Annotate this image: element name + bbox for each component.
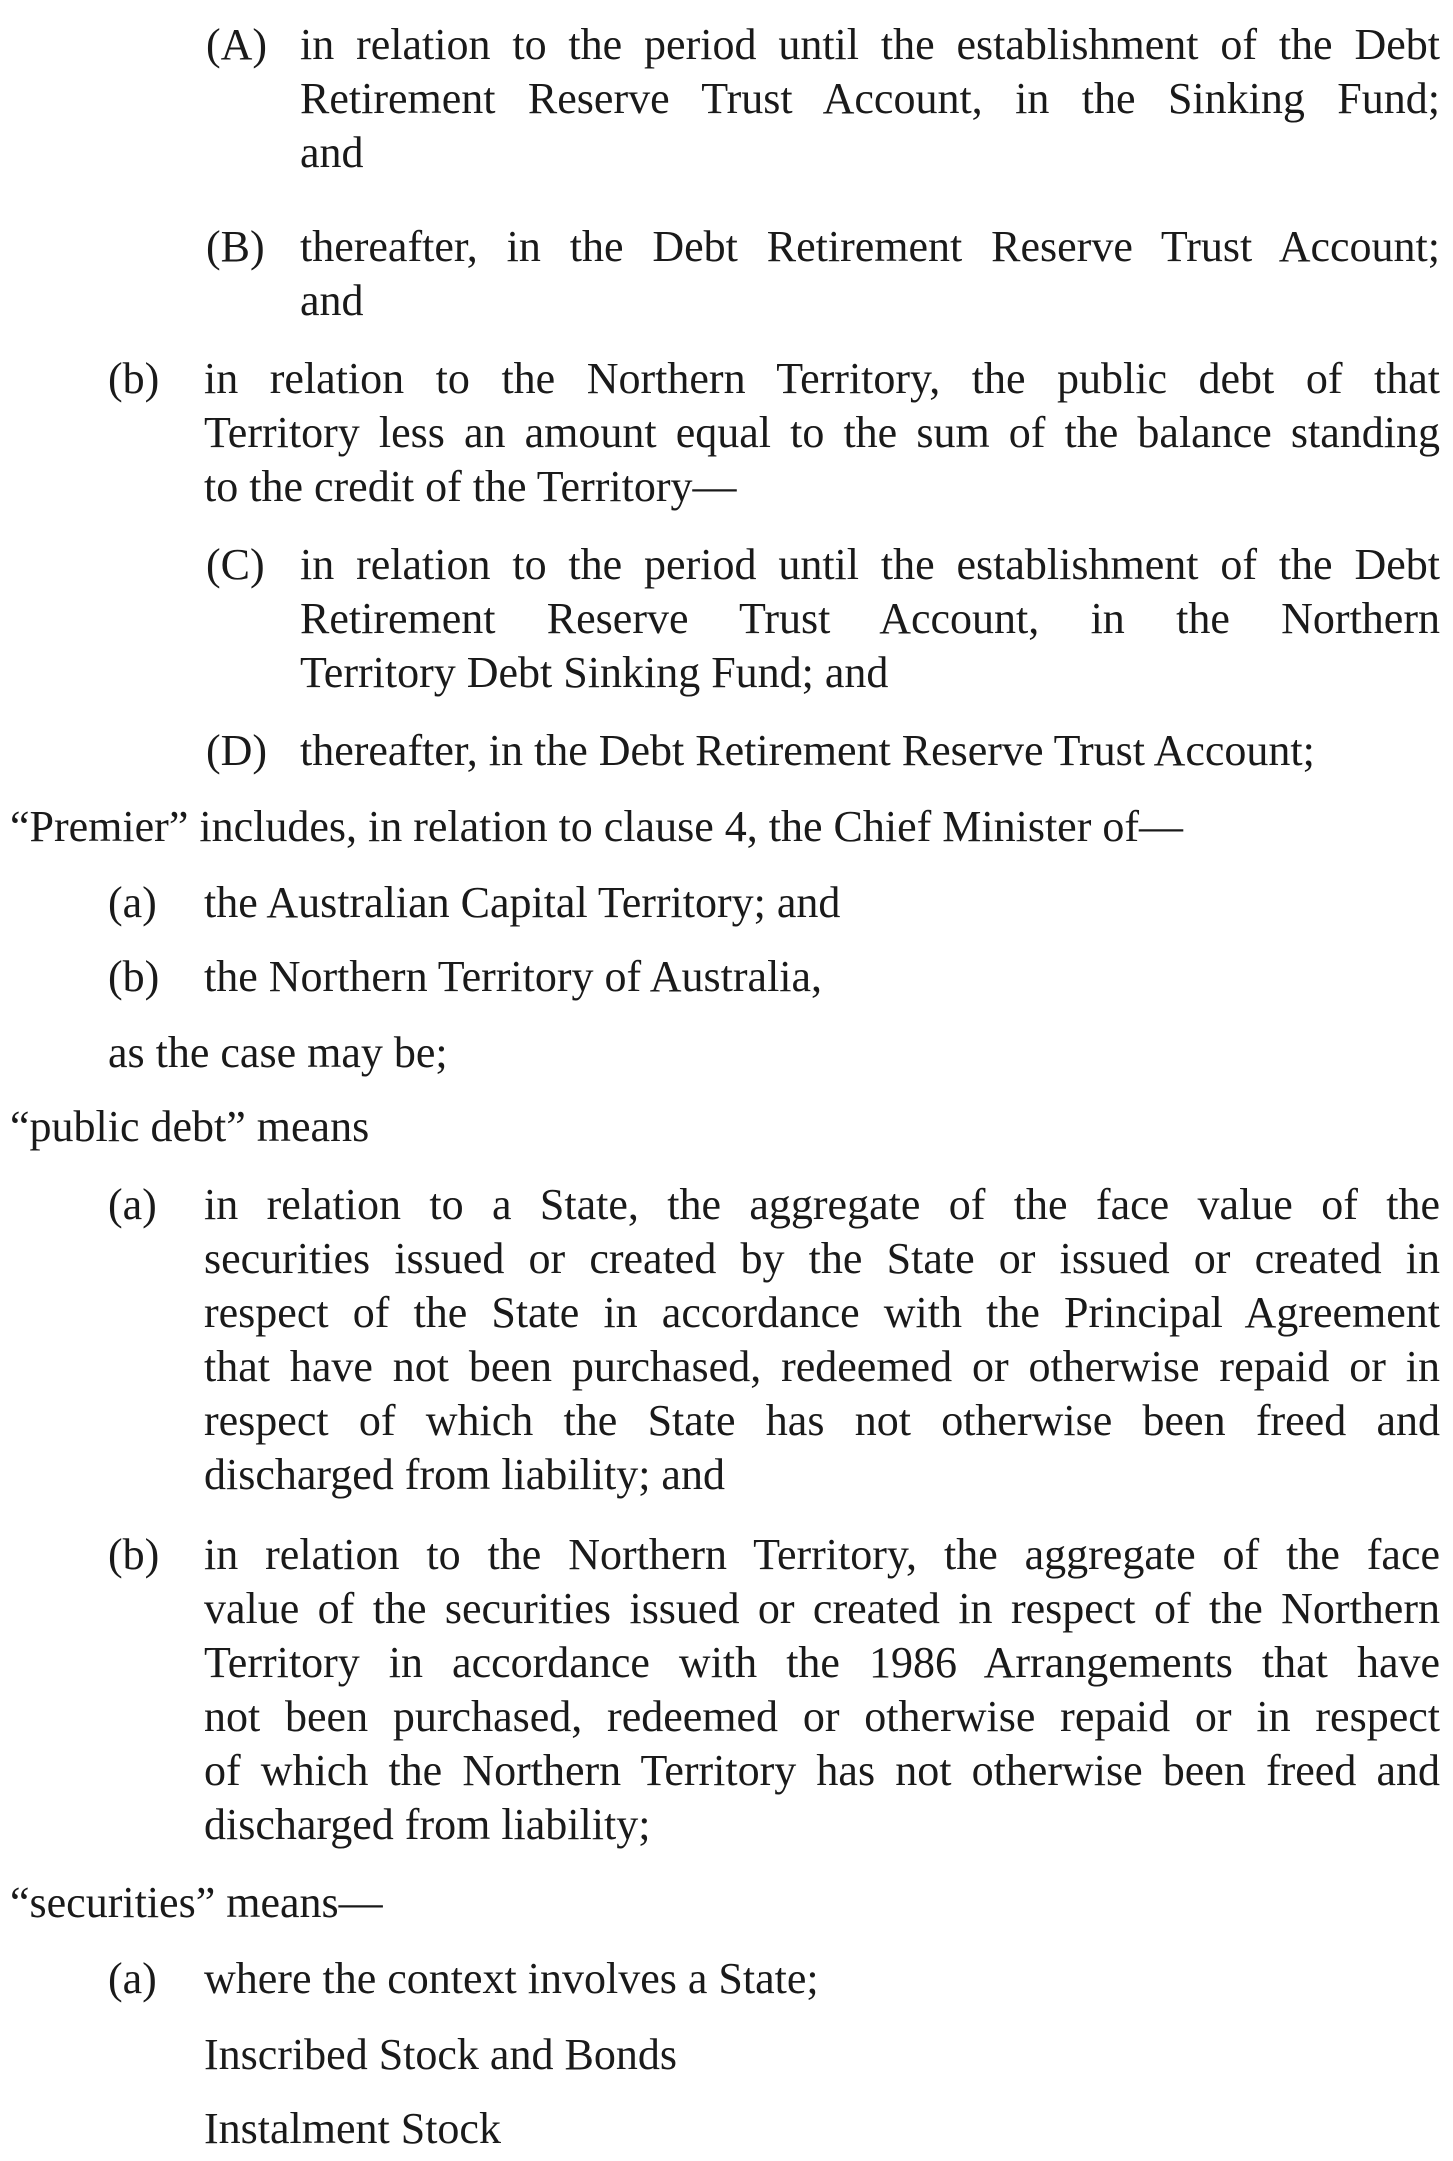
securities-instalment-stock: Instalment Stock: [204, 2104, 501, 2153]
definition-premier: “Premier” includes, in relation to clause 4, the Chief Minister of—: [10, 802, 1184, 851]
item-a-securities-line-1: where the context involves a State;: [204, 1954, 819, 2003]
item-b-public-debt-line-3: Territory in accordance with the 1986 Arrangements that have: [204, 1638, 1440, 1687]
item-b-public-debt-line-5: of which the Northern Territory has not otherwise been freed and: [204, 1746, 1440, 1795]
item-C-line-1: in relation to the period until the establishment of the Debt: [300, 540, 1440, 589]
item-label-a-public-debt: (a): [108, 1180, 157, 1229]
item-label-b-public-debt: (b): [108, 1530, 160, 1579]
item-A-line-3: and: [300, 128, 364, 177]
item-C-line-2: Retirement Reserve Trust Account, in the Northern: [300, 594, 1440, 643]
definition-public-debt: “public debt” means: [10, 1102, 370, 1151]
item-C-line-3: Territory Debt Sinking Fund; and: [300, 648, 889, 697]
item-B-line-1: thereafter, in the Debt Retirement Reserve Trust Account;: [300, 222, 1440, 271]
premier-trailing-text: as the case may be;: [108, 1028, 448, 1077]
item-label-C: (C): [206, 540, 265, 589]
securities-inscribed-stock: Inscribed Stock and Bonds: [204, 2030, 677, 2079]
item-a-public-debt-line-4: that have not been purchased, redeemed or otherwise repaid or in: [204, 1342, 1440, 1391]
item-b-public-debt-line-6: discharged from liability;: [204, 1800, 651, 1849]
item-label-b-nt: (b): [108, 354, 160, 403]
item-a-public-debt-line-2: securities issued or created by the State or issued or created in: [204, 1234, 1440, 1283]
item-A-line-1: in relation to the period until the establishment of the Debt: [300, 20, 1440, 69]
item-b-public-debt-line-2: value of the securities issued or created in respect of the Northern: [204, 1584, 1440, 1633]
item-a-public-debt-line-5: respect of which the State has not otherwise been freed and: [204, 1396, 1440, 1445]
item-b-nt-line-3: to the credit of the Territory—: [204, 462, 737, 511]
item-D-line-1: thereafter, in the Debt Retirement Reserve Trust Account;: [300, 726, 1315, 775]
item-b-premier-line-1: the Northern Territory of Australia,: [204, 952, 823, 1001]
item-label-A: (A): [206, 20, 268, 69]
item-b-public-debt-line-4: not been purchased, redeemed or otherwise repaid or in respect: [204, 1692, 1440, 1741]
item-B-line-2: and: [300, 276, 364, 325]
item-label-b-premier: (b): [108, 952, 160, 1001]
item-b-nt-line-2: Territory less an amount equal to the sum of the balance standing: [204, 408, 1440, 457]
item-a-public-debt-line-3: respect of the State in accordance with the Principal Agreement: [204, 1288, 1440, 1337]
item-a-public-debt-line-1: in relation to a State, the aggregate of the face value of the: [204, 1180, 1440, 1229]
item-b-nt-line-1: in relation to the Northern Territory, the public debt of that: [204, 354, 1440, 403]
item-label-a-premier: (a): [108, 878, 157, 927]
item-label-D: (D): [206, 726, 268, 775]
definition-securities: “securities” means—: [10, 1878, 383, 1927]
item-a-premier-line-1: the Australian Capital Territory; and: [204, 878, 841, 927]
item-a-public-debt-line-6: discharged from liability; and: [204, 1450, 725, 1499]
item-label-B: (B): [206, 222, 265, 271]
item-b-public-debt-line-1: in relation to the Northern Territory, the aggregate of the face: [204, 1530, 1440, 1579]
item-label-a-securities: (a): [108, 1954, 157, 2003]
item-A-line-2: Retirement Reserve Trust Account, in the Sinking Fund;: [300, 74, 1440, 123]
